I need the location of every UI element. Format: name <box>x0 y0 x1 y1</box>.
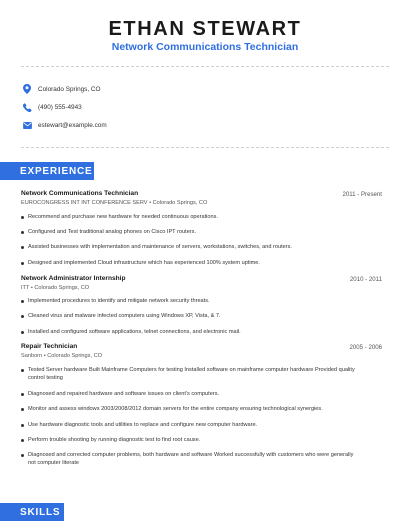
job-company-line: ITT • Colorado Springs, CO <box>21 285 90 291</box>
candidate-name: ETHAN STEWART <box>108 18 302 40</box>
bullet-dot <box>21 393 24 396</box>
bullet-dot <box>21 315 24 318</box>
bullet-dot <box>21 424 24 427</box>
job-title: Network Administrator Internship <box>21 275 126 282</box>
bullet-text: Assisted businesses with implementation and maintenance of servers, workstations, switches, and routers. <box>28 244 292 250</box>
header-divider <box>21 66 389 67</box>
job-location: Colorado Springs, CO <box>47 353 102 359</box>
bullet-text: Monitor and assess windows 2003/2008/2012 domain servers for the entire company ensuring technological synergies. <box>28 406 323 412</box>
bullet-dot <box>21 300 24 303</box>
job-bullet <box>21 436 361 444</box>
bullet-text: Tested Server hardware Built Mainframe Computers for testing Installed software on mainframe computer hardware Provided quality control testing <box>28 367 355 381</box>
job-company-line: EUROCONGRESS INT INT CONFERENCE SERV • Colorado Springs, CO <box>21 200 208 206</box>
bullet-dot <box>21 408 24 411</box>
section-experience-heading: EXPERIENCE <box>0 162 94 180</box>
job-company: Sanborn <box>21 353 43 359</box>
job-bullet <box>21 243 361 251</box>
job-bullet <box>21 213 361 221</box>
job-bullet <box>21 328 361 336</box>
job-company: EUROCONGRESS INT INT CONFERENCE SERV <box>21 200 148 206</box>
location-pin-icon <box>21 83 33 95</box>
job-location: Colorado Springs, CO <box>34 285 90 291</box>
bullet-dot <box>21 262 24 265</box>
bullet-text: Cleaned virus and malware infected computers using Windows XP, Vista, & 7. <box>28 313 221 319</box>
job-bullet <box>21 228 361 236</box>
contact-divider <box>21 147 389 148</box>
bullet-dot <box>21 216 24 219</box>
job-bullet <box>21 259 361 267</box>
bullet-dot <box>21 231 24 234</box>
bullet-dot <box>21 439 24 442</box>
bullet-text: Implemented procedures to identify and mitigate network security threats. <box>28 298 210 304</box>
job-dates: 2005 - 2006 <box>349 344 382 351</box>
email-link[interactable]: estewart@example.com <box>38 121 107 129</box>
bullet-dot <box>21 331 24 334</box>
job-bullet <box>21 297 361 305</box>
job-title: Network Communications Technician <box>21 190 139 197</box>
contact-email[interactable] <box>21 119 107 131</box>
job-bullet <box>21 366 361 382</box>
job-bullet <box>21 390 361 398</box>
email-icon <box>21 119 33 131</box>
location-text: Colorado Springs, CO <box>38 85 101 93</box>
phone-icon <box>21 101 33 113</box>
job-bullet <box>21 405 361 413</box>
phone-text: (490) 555-4943 <box>38 103 82 111</box>
job-dates: 2011 - Present <box>342 191 382 198</box>
candidate-title: Network Communications Technician <box>111 41 299 53</box>
job-company-line: Sanborn • Colorado Springs, CO <box>21 353 102 359</box>
job-bullet <box>21 421 361 429</box>
bullet-text: Designed and implemented Cloud infrastructure which has experienced 100% system uptime. <box>28 260 260 266</box>
contact-location <box>21 83 101 95</box>
job-dates: 2010 - 2011 <box>349 276 382 283</box>
job-bullet <box>21 312 361 320</box>
bullet-dot <box>21 454 24 457</box>
job-company: ITT <box>21 285 30 291</box>
bullet-text: Configured and Test traditional analog phones on Cisco IPT routers. <box>28 229 197 235</box>
section-skills-heading: SKILLS <box>0 503 64 521</box>
job-bullet <box>21 451 361 467</box>
bullet-text: Diagnosed and corrected computer problems, both hardware and software Worked successfully with customers who were generally not computer literate <box>28 452 354 466</box>
job-location: Colorado Springs, CO <box>152 200 208 206</box>
bullet-text: Installed and configured software applications, telnet connections, and electronic mail. <box>28 329 241 335</box>
job-title: Repair Technician <box>21 343 78 350</box>
bullet-dot <box>21 246 24 249</box>
bullet-text: Perform trouble shooting by running diagnostic test to find root cause. <box>28 437 201 443</box>
bullet-text: Recommend and purchase new hardware for needed continuous operations. <box>28 214 218 220</box>
bullet-text: Diagnosed and repaired hardware and software issues on client's computers. <box>28 391 220 397</box>
bullet-text: Use hardware diagnostic tools and utilities to replace and configure new computer hardware. <box>28 422 258 428</box>
bullet-dot <box>21 369 24 372</box>
contact-phone <box>21 101 82 113</box>
